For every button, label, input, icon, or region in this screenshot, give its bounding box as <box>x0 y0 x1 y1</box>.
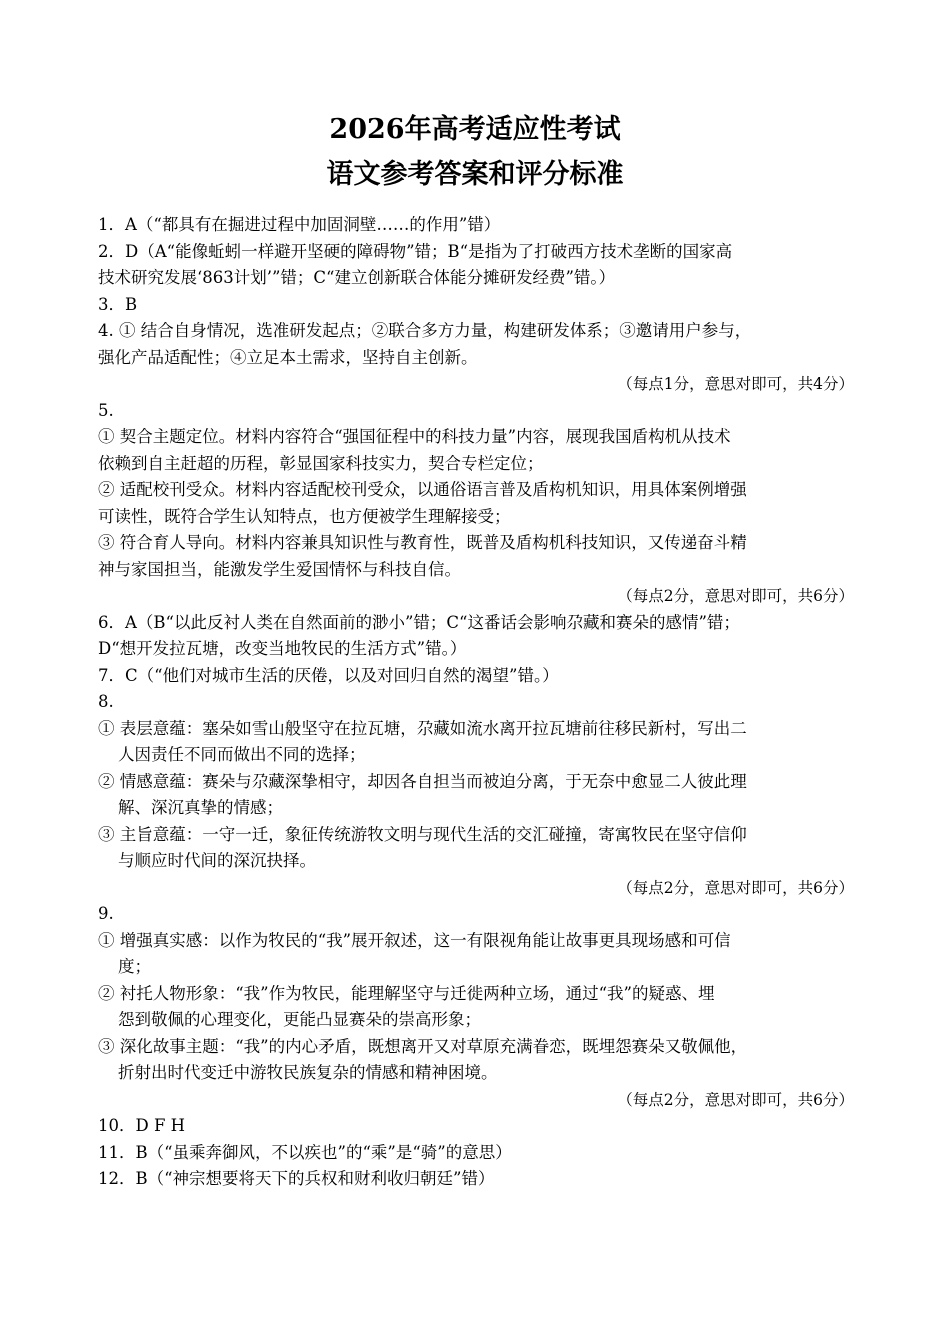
page-title: 2026年高考适应性考试 <box>329 114 621 145</box>
answer-line: ③ 符合育人导向。材料内容兼具知识性与教育性，既普及盾构机科技知识，又传递奋斗精 <box>98 533 747 552</box>
answer-line: ① 增强真实感：以作为牧民的“我”展开叙述，这一有限视角能让故事更具现场感和可信 <box>98 930 731 950</box>
answer-line: 依赖到自主赶超的历程，彰显国家科技实力，契合专栏定位； <box>98 453 544 473</box>
answer-line: 12．B（“神宗想要将天下的兵权和财利收归朝廷”错） <box>98 1169 495 1188</box>
answer-line: 3．B <box>98 294 138 314</box>
score-note: （每点2分，意思对即可，共6分） <box>617 1090 854 1109</box>
answer-line: ② 衬托人物形象：“我”作为牧民，能理解坚守与迁徙两种立场，通过“我”的疑惑、埋 <box>98 983 715 1003</box>
answer-line: 与顺应时代间的深沉抉择。 <box>118 851 316 870</box>
answer-line: ① 表层意蕴：塞朵如雪山般坚守在拉瓦塘，尕藏如流水离开拉瓦塘前往移民新村，写出二 <box>98 718 747 738</box>
answer-line: D“想开发拉瓦塘，改变当地牧民的生活方式”错。） <box>98 639 467 658</box>
answer-line: 可读性，既符合学生认知特点，也方便被学生理解接受； <box>98 506 511 526</box>
answer-line: 7．C（“他们对城市生活的厌倦，以及对回归自然的渴望”错。） <box>98 665 559 685</box>
answer-line: ① 契合主题定位。材料内容符合“强国征程中的科技力量”内容，展现我国盾构机从技术 <box>98 427 731 446</box>
answer-line: 9. <box>98 904 114 923</box>
answer-line: 技术研究发展‘863计划’”错；C“建立创新联合体能分摊研发经费”错。） <box>98 268 616 287</box>
answer-line: ② 适配校刊受众。材料内容适配校刊受众，以通俗语言普及盾构机知识，用具体案例增强 <box>98 480 747 499</box>
answer-line: ③ 深化故事主题：“我”的内心矛盾，既想离开又对草原充满眷恋，既埋怨赛朵又敬佩他， <box>98 1036 748 1056</box>
page-subtitle: 语文参考答案和评分标准 <box>326 159 624 190</box>
answer-line: 神与家国担当，能激发学生爱国情怀与科技自信。 <box>98 559 461 579</box>
answer-line: 8. <box>98 692 114 711</box>
score-note: （每点1分，意思对即可，共4分） <box>617 375 854 393</box>
answer-line: 2．D（A“能像蚯蚓一样避开坚硬的障碍物”错；B“是指为了打破西方技术垄断的国家高 <box>98 241 733 261</box>
answer-line: 11．B（“虽乘奔御风，不以疾也”的“乘”是“骑”的意思） <box>98 1142 512 1162</box>
answer-line: 解、深沉真挚的情感； <box>118 798 283 817</box>
answer-line: ③ 主旨意蕴：一守一迁，象征传统游牧文明与现代生活的交汇碰撞，寄寓牧民在坚守信仰 <box>98 824 747 844</box>
answer-line: 人因责任不同而做出不同的选择； <box>118 745 366 764</box>
answer-line: 度； <box>118 957 151 976</box>
answer-line: 6．A（B“以此反衬人类在自然面前的渺小”错；C“这番话会影响尕藏和赛朵的感情”错； <box>98 612 740 632</box>
answer-line: ② 情感意蕴：赛朵与尕藏深挚相守，却因各自担当而被迫分离，于无奈中愈显二人彼此理 <box>98 771 747 791</box>
answer-line: 1．A（“都具有在掘进过程中加固洞壁……的作用”错） <box>98 215 501 234</box>
answer-list <box>98 212 858 1193</box>
answer-line: 10．D F H <box>98 1116 186 1135</box>
answer-line: 4. ① 结合自身情况，选准研发起点；②联合多方力量，构建研发体系；③邀请用户参与， <box>98 321 752 340</box>
answer-line: 折射出时代变迁中游牧民族复杂的情感和精神困境。 <box>118 1063 498 1082</box>
score-note: （每点2分，意思对即可，共6分） <box>617 587 854 605</box>
answer-line: 强化产品适配性；④立足本土需求，坚持自主创新。 <box>98 347 478 367</box>
answer-line: 5. <box>98 400 114 420</box>
answer-line: 怨到敬佩的心理变化，更能凸显赛朵的崇高形象； <box>118 1010 481 1029</box>
score-note: （每点2分，意思对即可，共6分） <box>617 878 854 897</box>
